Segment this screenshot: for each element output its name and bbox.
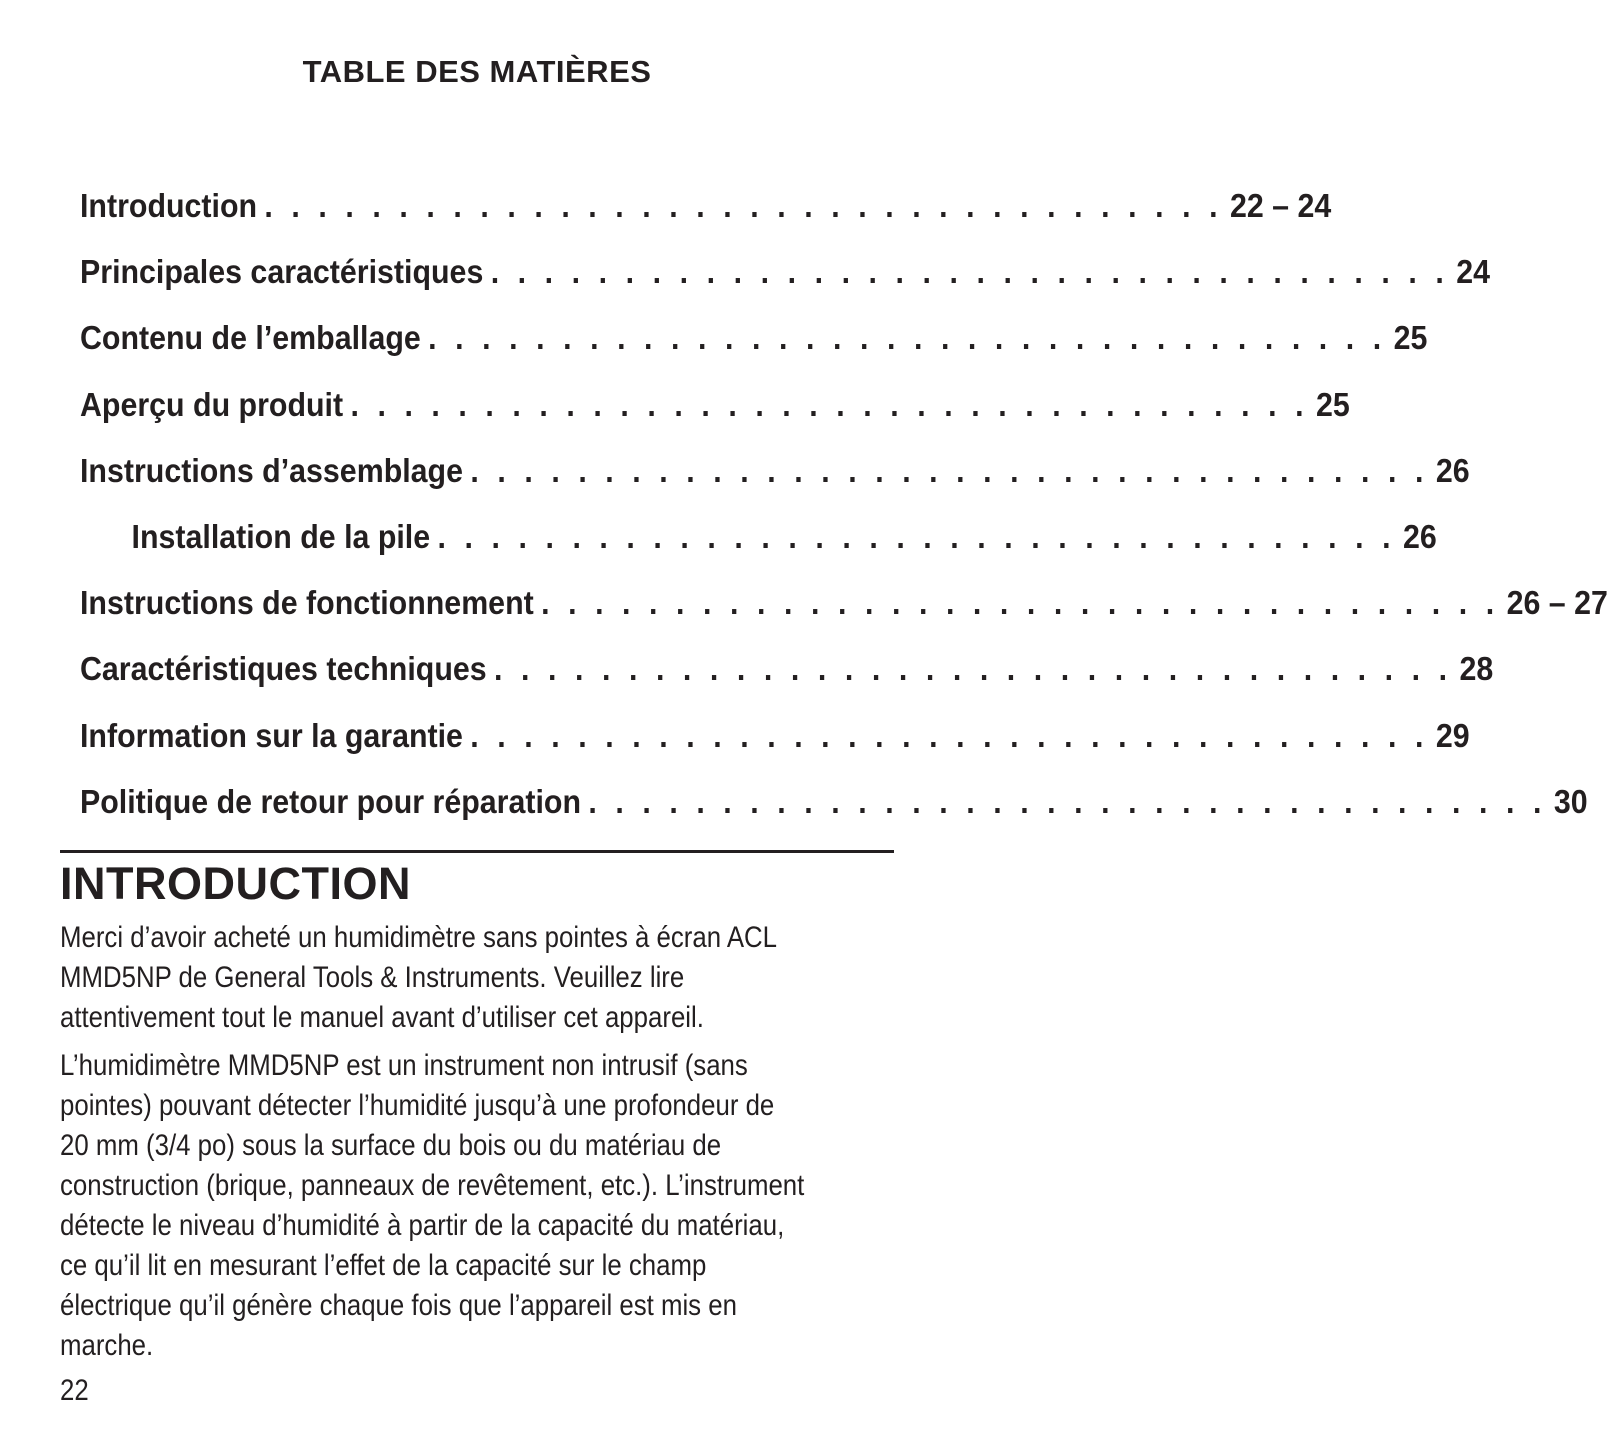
paragraph-line: attentivement tout le manuel avant d’utiliser cet appareil. xyxy=(60,1001,704,1034)
toc-entry-title: Instructions de fonctionnement xyxy=(80,584,534,622)
toc-leader-dots: . . . . . . . . . . . . . . . . . . . . . . . . . . . . . . . . . . . . xyxy=(264,187,1223,224)
toc-entry-instructions-assemblage[interactable] xyxy=(80,443,1470,509)
toc-entry-installation-pile[interactable] xyxy=(80,509,1437,575)
toc-leader-dots: . . . . . . . . . . . . . . . . . . . . . . . . . . . . . . . . . . . . xyxy=(470,451,1429,489)
toc-entry-page: 29 xyxy=(1435,716,1470,754)
toc-entry-page: 28 xyxy=(1459,650,1494,688)
toc-entry-page: 30 xyxy=(1553,782,1588,820)
toc-entry-apercu-produit[interactable] xyxy=(80,377,1350,443)
page-number: 22 xyxy=(60,1374,89,1407)
toc-entry-contenu-emballage[interactable] xyxy=(80,310,1428,376)
toc-entry-page: 25 xyxy=(1393,319,1428,357)
toc-entry-title: Information sur la garantie xyxy=(80,716,463,754)
toc-entry-instructions-fonctionnement[interactable] xyxy=(80,575,1608,641)
paragraph-line: construction (brique, panneaux de revêtement, etc.). L’instrument xyxy=(60,1169,805,1202)
toc-entry-page: 26 – 27 xyxy=(1506,584,1608,622)
toc-entry-caracteristiques-techniques[interactable] xyxy=(80,641,1494,707)
toc-entry-title: Introduction xyxy=(80,187,258,224)
toc-entry-principales-caracteristiques[interactable] xyxy=(80,244,1490,310)
paragraph-line: ce qu’il lit en mesurant l’effet de la capacité sur le champ xyxy=(60,1249,707,1282)
toc-leader-dots: . . . . . . . . . . . . . . . . . . . . . . . . . . . . . . . . . . . . xyxy=(437,517,1396,555)
paragraph-line: Merci d’avoir acheté un humidimètre sans pointes à écran ACL xyxy=(60,921,778,954)
toc-entry-title: Aperçu du produit xyxy=(80,385,344,423)
toc-entry-page: 22 – 24 xyxy=(1229,187,1332,224)
toc-entry-title: Instructions d’assemblage xyxy=(80,451,463,489)
intro-paragraph-1 xyxy=(60,918,920,1038)
toc-entry-page: 26 xyxy=(1403,517,1437,555)
section-divider xyxy=(60,850,894,853)
toc-entry-introduction[interactable] xyxy=(80,178,1332,244)
paragraph-line: MMD5NP de General Tools & Instruments. Veuillez lire xyxy=(60,961,685,994)
toc-entry-title: Caractéristiques techniques xyxy=(80,650,487,688)
toc-leader-dots: . . . . . . . . . . . . . . . . . . . . . . . . . . . . . . . . . . . . xyxy=(490,253,1449,291)
toc-heading: TABLE DES MATIÈRES xyxy=(302,54,652,89)
toc-leader-dots: . . . . . . . . . . . . . . . . . . . . . . . . . . . . . . . . . . . . xyxy=(428,319,1387,357)
toc-leader-dots: . . . . . . . . . . . . . . . . . . . . . . . . . . . . . . . . . . . . xyxy=(350,385,1309,423)
toc-entry-page: 26 xyxy=(1435,451,1470,489)
toc-leader-dots: . . . . . . . . . . . . . . . . . . . . . . . . . . . . . . . . . . . . xyxy=(494,650,1453,688)
toc-leader-dots: . . . . . . . . . . . . . . . . . . . . . . . . . . . . . . . . . . . . xyxy=(588,782,1547,820)
toc-entry-information-garantie[interactable] xyxy=(80,708,1470,774)
toc-entry-page: 24 xyxy=(1456,253,1490,291)
toc-entry-politique-retour[interactable] xyxy=(80,774,1588,840)
toc-entry-title: Principales caractéristiques xyxy=(80,253,484,291)
paragraph-line: détecte le niveau d’humidité à partir de la capacité du matériau, xyxy=(60,1209,785,1242)
toc-entry-title: Politique de retour pour réparation xyxy=(80,782,581,820)
paragraph-line: 20 mm (3/4 po) sous la surface du bois ou du matériau de xyxy=(60,1129,722,1162)
table-of-contents xyxy=(80,178,1608,840)
paragraph-line: pointes) pouvant détecter l’humidité jusqu’à une profondeur de xyxy=(60,1089,775,1122)
section-heading-introduction: INTRODUCTION xyxy=(60,858,411,909)
toc-entry-title: Contenu de l’emballage xyxy=(80,319,421,357)
toc-entry-title: Installation de la pile xyxy=(131,517,431,555)
toc-entry-page: 25 xyxy=(1315,385,1350,423)
paragraph-line: marche. xyxy=(60,1329,154,1362)
toc-leader-dots: . . . . . . . . . . . . . . . . . . . . . . . . . . . . . . . . . . . . xyxy=(541,584,1500,622)
paragraph-line: électrique qu’il génère chaque fois que l’appareil est mis en xyxy=(60,1289,737,1322)
intro-paragraph-2 xyxy=(60,1046,920,1366)
toc-leader-dots: . . . . . . . . . . . . . . . . . . . . . . . . . . . . . . . . . . . . xyxy=(470,716,1429,754)
paragraph-line: L’humidimètre MMD5NP est un instrument non intrusif (sans xyxy=(60,1049,748,1082)
